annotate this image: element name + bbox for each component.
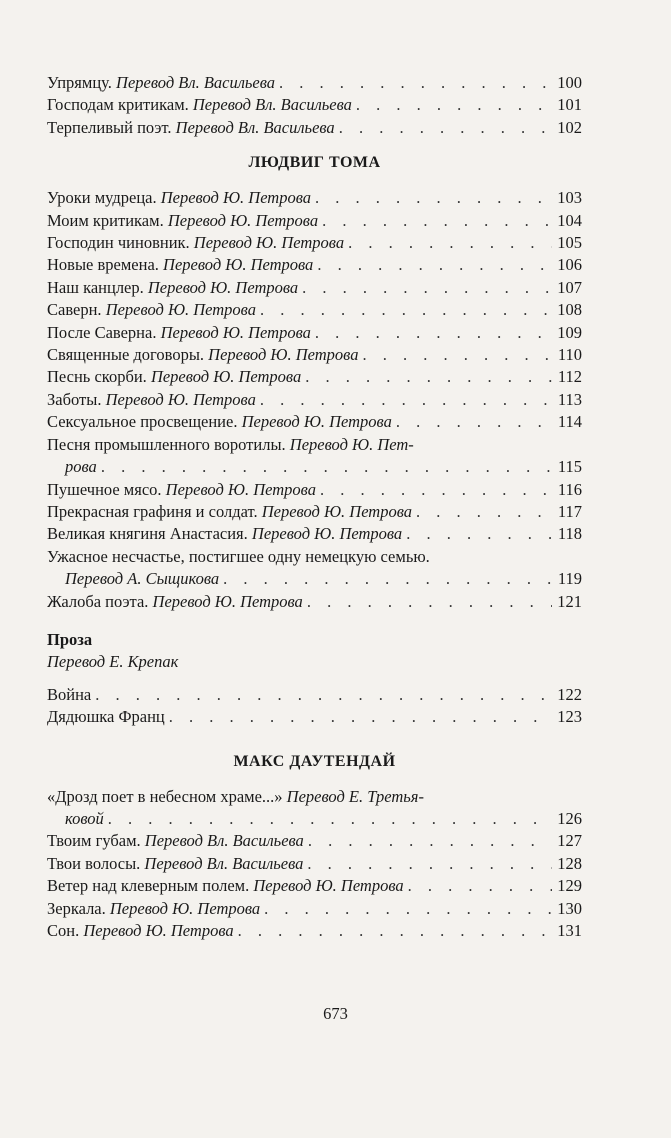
entry-translator: ковой [65, 808, 104, 828]
toc-entry-line [47, 786, 582, 808]
entry-translator: Перевод Ю. Петрова [251, 524, 403, 544]
prose-translator: Перевод Е. Крепак [47, 652, 179, 672]
toc-entry [47, 853, 582, 875]
prose-label: Проза [47, 629, 93, 649]
entry-translator: Перевод Вл. Васильева [192, 95, 352, 115]
entry-title: Упрямцу. [47, 73, 112, 92]
toc-entry [47, 830, 582, 852]
entry-title: Ужасное несчастье, постигшее одну немецкую семью. [47, 546, 430, 566]
entry-translator: Перевод Ю. Петрова [147, 277, 299, 297]
entry-translator: Перевод Ю. Пет- [289, 434, 414, 454]
leader-dots [302, 277, 552, 299]
toc-entry-wrapped [47, 786, 582, 831]
toc-entry [47, 344, 582, 366]
toc-entry [47, 322, 582, 344]
entry-page: 113 [557, 389, 582, 409]
entry-translator: Перевод Ю. Петрова [152, 591, 303, 611]
entry-page: 131 [557, 921, 582, 940]
toc-entry [47, 898, 582, 920]
entry-translator: Перевод Вл. Васильева [116, 73, 276, 92]
entry-page: 128 [557, 853, 582, 873]
entry-title: Уроки мудреца. [47, 188, 157, 208]
toc-entry-wrapped [47, 434, 582, 479]
toc-entry-line [47, 456, 582, 478]
leader-dots [264, 898, 552, 920]
entry-title: Война [47, 684, 92, 704]
leader-dots [95, 684, 552, 706]
entry-translator: Перевод Ю. Петрова [160, 322, 311, 342]
leader-dots [260, 299, 552, 321]
entry-translator: Перевод Ю. Петрова [109, 898, 261, 918]
toc-entry [47, 299, 582, 321]
toc-group-group2a [47, 187, 582, 433]
leader-dots [322, 210, 552, 232]
entry-page: 126 [557, 808, 582, 828]
toc-group-group1 [47, 72, 582, 139]
entry-translator: Перевод Ю. Петрова [105, 300, 256, 320]
leader-dots [315, 187, 552, 209]
entry-title: После Саверна. [47, 322, 157, 342]
entry-title: Священные договоры. [47, 345, 205, 365]
section-heading-thoma: ЛЮДВИГ ТОМА [248, 154, 381, 172]
entry-translator: Перевод Ю. Петрова [163, 255, 314, 275]
toc-entry [47, 187, 582, 209]
entry-translator: Перевод Вл. Васильева [175, 117, 335, 137]
page-number: 673 [323, 1004, 348, 1023]
entry-translator: Перевод Ю. Петрова [165, 479, 316, 499]
entry-title: Жалоба поэта. [47, 591, 149, 611]
toc-entry [47, 501, 582, 523]
toc-entry [47, 411, 582, 433]
leader-dots [348, 232, 552, 254]
section-heading-dauthendey: МАКС ДАУТЕНДАЙ [233, 752, 396, 770]
entry-translator: Перевод Ю. Петрова [241, 412, 392, 432]
entry-page: 109 [557, 322, 582, 342]
entry-translator: Перевод Ю. Петрова [83, 921, 234, 940]
entry-page: 117 [557, 501, 582, 521]
leader-dots [305, 366, 552, 388]
toc-entry [47, 210, 582, 232]
entry-page: 112 [557, 367, 582, 387]
toc-group-group2b [47, 479, 582, 546]
entry-page: 114 [557, 412, 582, 432]
leader-dots [260, 389, 552, 411]
entry-title: Заботы. [47, 389, 102, 409]
entry-translator: Перевод Ю. Петрова [253, 876, 404, 896]
leader-dots [320, 479, 552, 501]
entry-title: Ветер над клеверным полем. [47, 876, 250, 896]
entry-title: Твоим губам. [47, 831, 141, 851]
entry-page: 127 [557, 831, 582, 851]
entry-page: 115 [557, 457, 582, 477]
leader-dots [356, 94, 552, 116]
entry-page: 118 [557, 524, 582, 544]
entry-page: 101 [557, 95, 582, 115]
entry-translator: Перевод Е. Третья- [286, 786, 424, 806]
entry-translator: Перевод Вл. Васильева [144, 853, 304, 873]
entry-translator: Перевод Ю. Петрова [167, 210, 319, 230]
toc-group-group2c [47, 591, 582, 613]
entry-translator: Перевод Ю. Петрова [193, 233, 345, 253]
entry-title: Терпеливый поэт. [47, 117, 172, 137]
table-of-contents [47, 72, 582, 942]
entry-page: 104 [557, 210, 582, 230]
leader-dots [416, 501, 552, 523]
entry-page: 116 [557, 479, 582, 499]
entry-translator: Перевод Ю. Петрова [150, 367, 302, 387]
entry-page: 103 [557, 188, 582, 208]
entry-title: Господин чиновник. [47, 233, 190, 253]
leader-dots [108, 808, 552, 830]
toc-entry [47, 389, 582, 411]
entry-title: «Дрозд поет в небесном храме...» [47, 786, 283, 806]
entry-title: Прекрасная графиня и солдат. [47, 501, 258, 521]
entry-title: Дядюшка Франц [47, 707, 165, 727]
leader-dots [238, 920, 552, 942]
leader-dots [362, 344, 552, 366]
entry-page: 129 [557, 876, 582, 896]
toc-entry [47, 706, 582, 728]
toc-entry [47, 277, 582, 299]
leader-dots [317, 254, 552, 276]
toc-entry-line [47, 808, 582, 830]
leader-dots [315, 322, 552, 344]
toc-entry-line [47, 568, 582, 590]
toc-entry [47, 232, 582, 254]
entry-page: 105 [557, 233, 582, 253]
entry-title: Песнь скорби. [47, 367, 147, 387]
toc-entry [47, 684, 582, 706]
toc-group-group4 [47, 830, 582, 942]
toc-entry [47, 366, 582, 388]
toc-group-group3 [47, 684, 582, 729]
entry-translator: Перевод Ю. Петрова [261, 501, 413, 521]
leader-dots [307, 591, 552, 613]
entry-title: Моим критикам. [47, 210, 164, 230]
toc-entry [47, 72, 582, 94]
entry-title: Сон. [47, 921, 80, 940]
entry-page: 119 [557, 569, 582, 589]
entry-title: Твои волосы. [47, 853, 141, 873]
entry-title: Новые времена. [47, 255, 159, 275]
leader-dots [223, 568, 552, 590]
entry-title: Пушечное мясо. [47, 479, 162, 499]
entry-page: 107 [557, 277, 582, 297]
leader-dots [279, 72, 552, 94]
leader-dots [396, 411, 552, 433]
entry-page: 102 [557, 117, 582, 137]
leader-dots [308, 830, 552, 852]
entry-translator: Перевод А. Сыщикова [65, 569, 220, 589]
leader-dots [307, 853, 552, 875]
toc-entry-line [47, 546, 582, 568]
leader-dots [339, 117, 552, 139]
entry-page: 110 [557, 345, 582, 365]
entry-page: 121 [557, 591, 582, 611]
entry-title: Саверн. [47, 300, 102, 320]
toc-entry [47, 591, 582, 613]
toc-entry [47, 117, 582, 139]
entry-page: 108 [557, 300, 582, 320]
leader-dots [408, 875, 552, 897]
entry-title: Наш канцлер. [47, 277, 144, 297]
entry-translator: Перевод Ю. Петрова [160, 188, 312, 208]
leader-dots [101, 456, 552, 478]
entry-page: 106 [557, 255, 582, 275]
entry-title: Великая княгиня Анастасия. [47, 524, 248, 544]
toc-entry [47, 254, 582, 276]
toc-entry-line [47, 434, 582, 456]
entry-title: Зеркала. [47, 898, 106, 918]
entry-translator: рова [65, 457, 97, 477]
leader-dots [169, 706, 552, 728]
toc-entry-wrapped [47, 546, 582, 591]
entry-title: Песня промышленного воротилы. [47, 434, 286, 454]
entry-translator: Перевод Ю. Петрова [208, 345, 359, 365]
entry-page: 130 [557, 898, 582, 918]
entry-page: 100 [557, 73, 582, 92]
leader-dots [406, 523, 552, 545]
entry-title: Сексуальное просвещение. [47, 412, 238, 432]
entry-translator: Перевод Вл. Васильева [144, 831, 304, 851]
toc-entry [47, 920, 582, 942]
toc-entry [47, 94, 582, 116]
toc-entry [47, 523, 582, 545]
entry-page: 122 [557, 684, 582, 704]
entry-page: 123 [557, 707, 582, 727]
toc-entry [47, 875, 582, 897]
toc-entry [47, 479, 582, 501]
entry-translator: Перевод Ю. Петрова [105, 389, 256, 409]
entry-title: Господам критикам. [47, 95, 189, 115]
